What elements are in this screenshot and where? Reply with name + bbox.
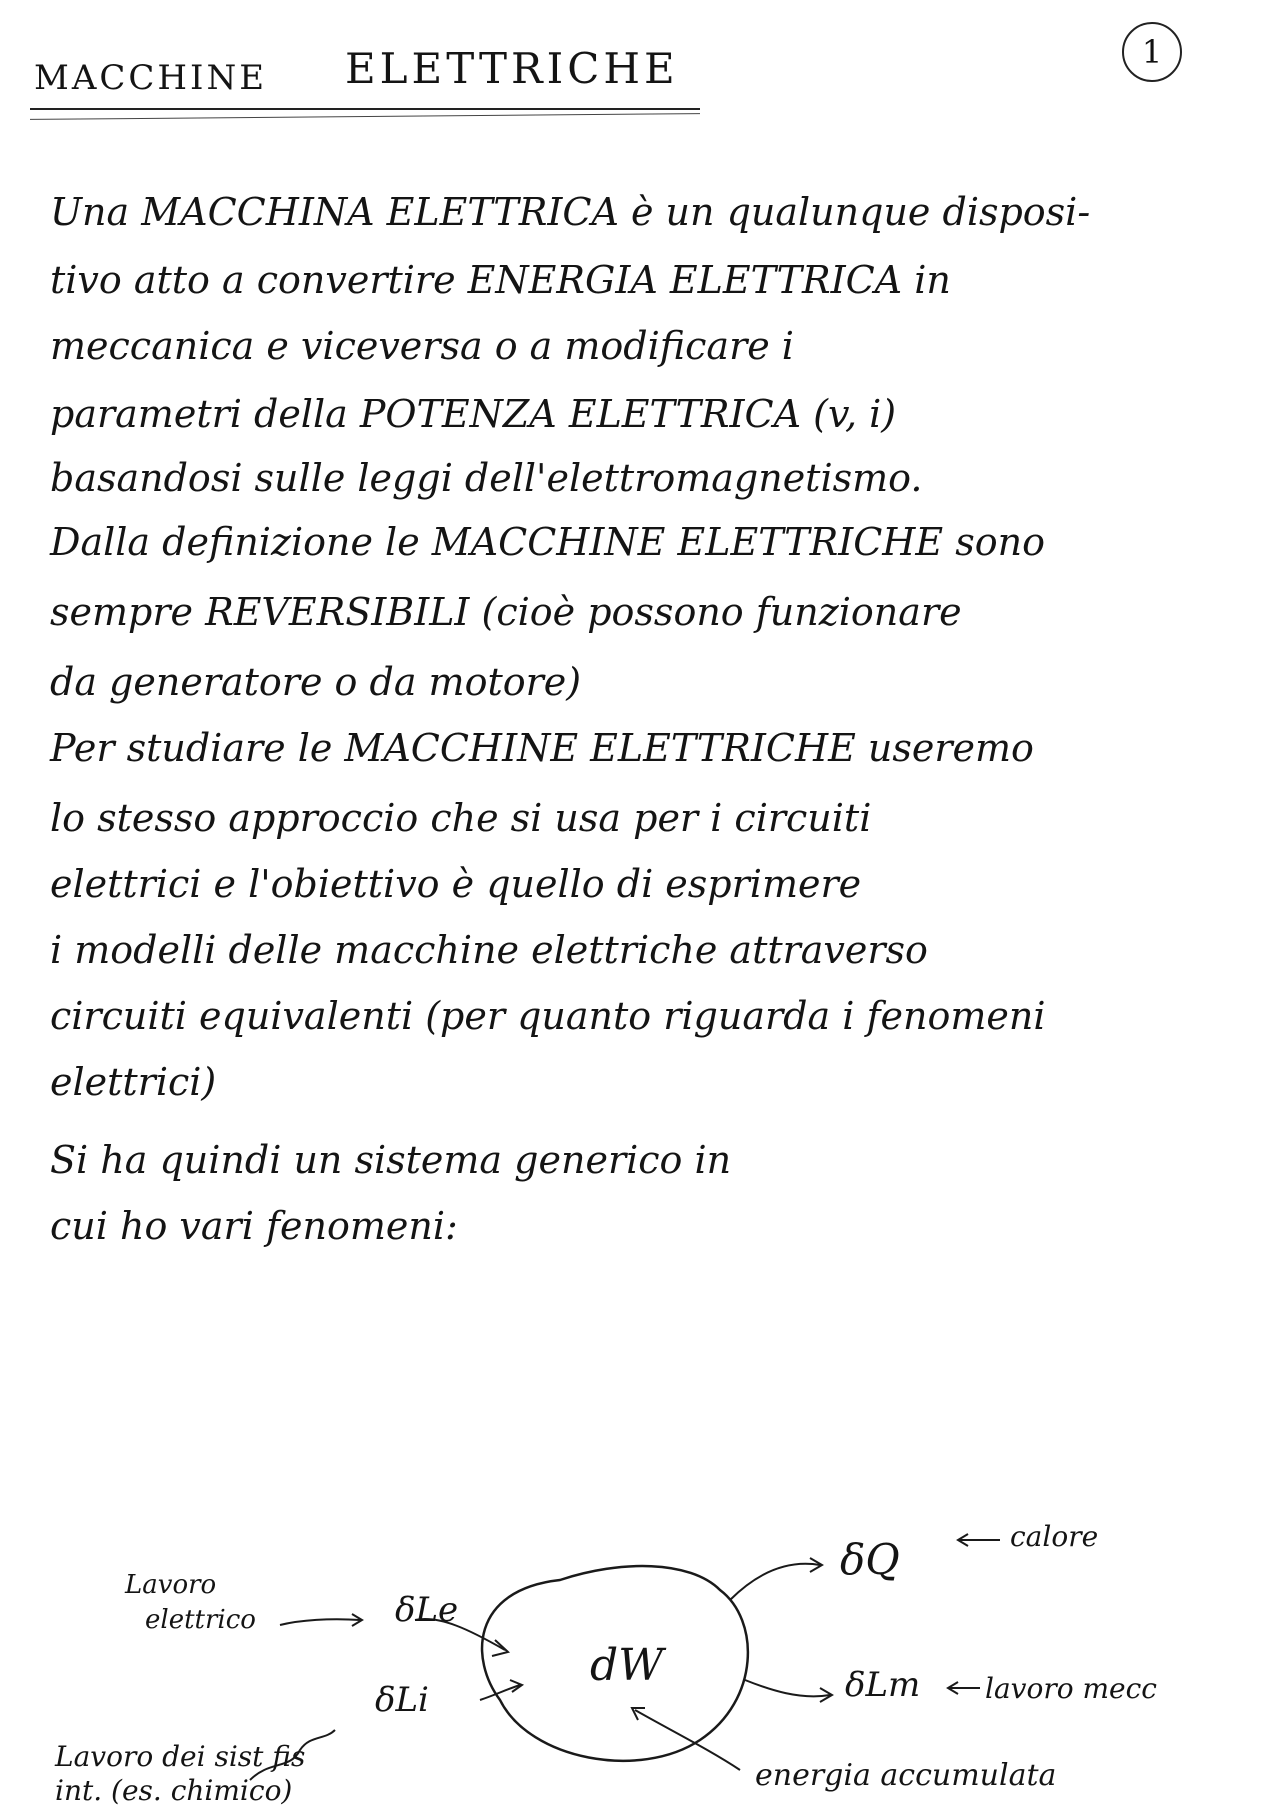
page-number-circle: 1 xyxy=(1122,22,1182,82)
diagram-center-dw: dW xyxy=(590,1640,664,1691)
diagram-label-energia-accumulata: energia accumulata xyxy=(755,1758,1057,1793)
diagram-delta-q: δQ xyxy=(840,1535,900,1584)
body-line: Si ha quindi un sistema generico in xyxy=(50,1138,732,1182)
diagram-label-lavoro: Lavoro xyxy=(125,1570,217,1600)
diagram-label-internal-1: Lavoro dei sist fis xyxy=(55,1740,306,1773)
body-line: parametri della POTENZA ELETTRICA (v, i) xyxy=(50,392,897,436)
diagram-delta-li: δLi xyxy=(375,1680,429,1720)
body-line: meccanica e viceversa o a modificare i xyxy=(50,324,794,368)
diagram-delta-le: δLe xyxy=(395,1590,459,1630)
body-line: elettrici e l'obiettivo è quello di esprimere xyxy=(50,862,862,906)
diagram-label-lavoro-mecc: lavoro mecc xyxy=(985,1672,1157,1705)
title-word-elettriche: ELETTRICHE xyxy=(345,44,679,93)
diagram-label-elettrico: elettrico xyxy=(145,1605,256,1635)
body-line: cui ho vari fenomeni: xyxy=(50,1204,458,1248)
body-line: circuiti equivalenti (per quanto riguarda i fenomeni xyxy=(50,994,1046,1038)
body-line: i modelli delle macchine elettriche attraverso xyxy=(50,928,928,972)
body-line: Una MACCHINA ELETTRICA è un qualunque disposi- xyxy=(50,190,1091,234)
body-line: basandosi sulle leggi dell'elettromagnetismo. xyxy=(50,456,923,500)
body-line: da generatore o da motore) xyxy=(50,660,582,704)
diagram-label-internal-2: int. (es. chimico) xyxy=(55,1774,293,1807)
arrow-mech-out xyxy=(745,1680,830,1696)
arrow-heat-out xyxy=(730,1564,820,1600)
title-underline-second xyxy=(30,113,700,120)
body-line: tivo atto a convertire ENERGIA ELETTRICA in xyxy=(50,258,951,302)
body-line: elettrici) xyxy=(50,1060,217,1104)
diagram-label-calore: calore xyxy=(1010,1520,1099,1553)
title-underline xyxy=(30,108,700,110)
arrow-internal-in xyxy=(480,1685,520,1700)
diagram-delta-lm: δLm xyxy=(845,1665,921,1705)
energy-diagram xyxy=(0,1440,1280,1810)
title-word-macchine: MACCHINE xyxy=(34,58,268,98)
body-line: sempre REVERSIBILI (cioè possono funzionare xyxy=(50,590,962,634)
body-line: Per studiare le MACCHINE ELETTRICHE useremo xyxy=(50,726,1034,770)
body-line: Dalla definizione le MACCHINE ELETTRICHE sono xyxy=(50,520,1045,564)
body-line: lo stesso approccio che si usa per i circuiti xyxy=(50,796,872,840)
